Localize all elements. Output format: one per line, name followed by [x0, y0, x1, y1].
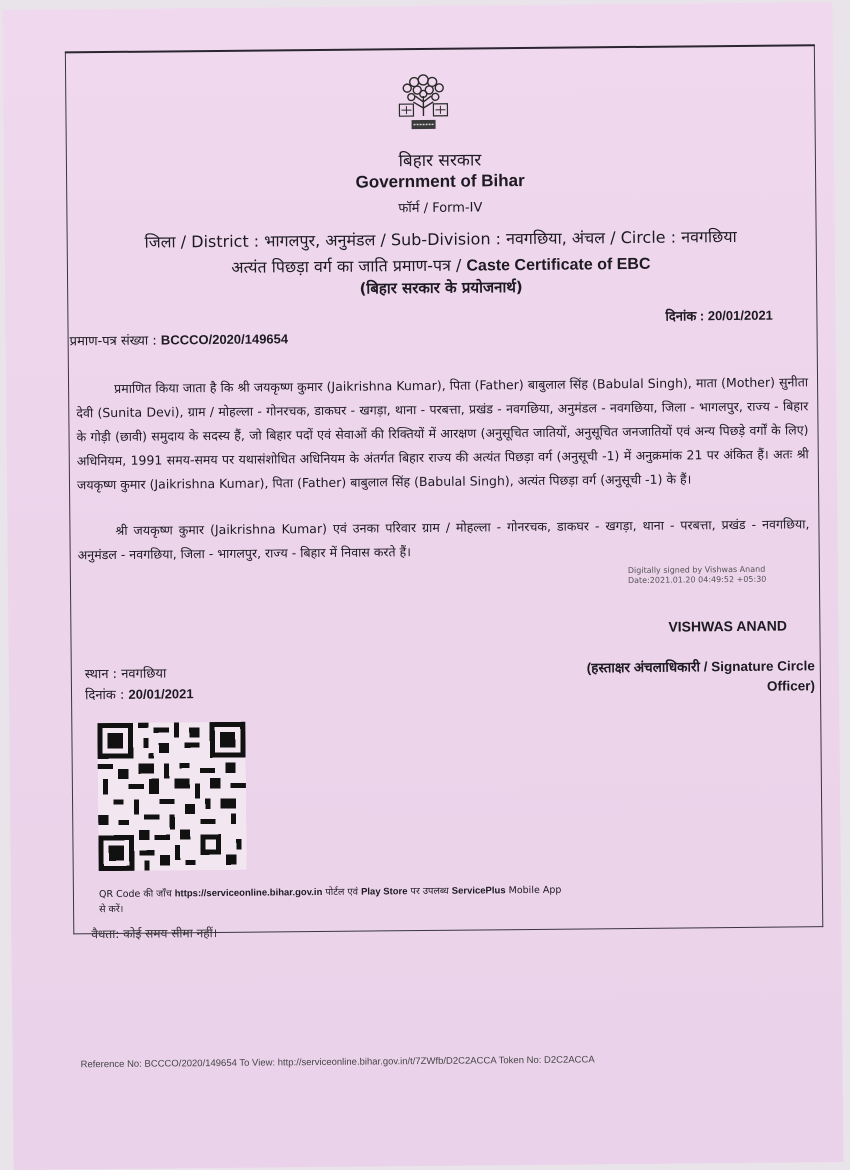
certificate-number-value: BCCCO/2020/149654 — [160, 331, 289, 348]
circle-value: नवगछिया — [681, 226, 737, 247]
certificate-page — [2, 2, 843, 1170]
issue-date-value: 20/01/2021 — [707, 307, 773, 324]
circle-label: , अंचल / Circle : — [561, 227, 682, 248]
issue-date — [665, 306, 773, 325]
signatory-title — [565, 656, 815, 698]
title-hindi: अत्यंत पिछड़ा वर्ग का जाति प्रमाण-पत्र / — [231, 255, 467, 277]
form-number: फॉर्म / Form-IV — [398, 200, 483, 217]
district-label: जिला / District : — [144, 231, 265, 252]
signatory-name: VISHWAS ANAND — [668, 617, 787, 635]
qr-note-url[interactable]: https://serviceonline.bihar.gov.in — [174, 886, 323, 900]
place-label: स्थान : — [84, 666, 122, 683]
subdivision-label: , अनुमंडल / Sub-Division : — [315, 229, 507, 251]
residence-paragraph: श्री जयकृष्ण कुमार (Jaikrishna Kumar) एवं उनका परिवार ग्राम / मोहल्ला - गोनरचक, डाकघर - खगड़ा, थाना - परबत्ता, प्रखंड - नवगछिया, अनुमंडल - नवगछिया, जिला - भागलपुर, राज्य - बिहार में निवास करते हैं। — [77, 516, 810, 563]
place-date-label: दिनांक : — [84, 687, 129, 704]
certificate-number-label: प्रमाण-पत्र संख्या : — [69, 333, 161, 350]
qr-note-text-2: पोर्टल एवं — [322, 886, 362, 898]
signatory-title-line1: (हस्ताक्षर अंचलाधिकारी / Signature Circle — [586, 658, 815, 676]
certificate-number — [70, 329, 289, 349]
place-block — [85, 664, 194, 706]
validity-note: वैधता: कोई समय सीमा नहीं। — [91, 925, 218, 942]
qr-note-store: Play Store — [360, 886, 408, 898]
bihar-emblem-icon — [387, 66, 460, 137]
digital-signature-line1: Digitally signed by Vishwas Anand — [627, 564, 766, 576]
qr-note-text-3: पर उपलब्ध — [407, 885, 452, 898]
digital-signature-stamp — [628, 565, 767, 586]
title-english: Caste Certificate of EBC — [466, 255, 651, 275]
certification-paragraph: प्रमाणित किया जाता है कि श्री जयकृष्ण कुमार (Jaikrishna Kumar), पिता (Father) बाबुलाल सिंह (Babulal Singh), माता (Mother) सुनीता देवी (Sunita Devi), ग्राम / मोहल्ला - गोनरचक, डाकघर - खगड़ा, थाना - परबत्ता, प्रखंड - नवगछिया, अनुमंडल - नवगछिया, जिला - भागलपुर, राज्य - बिहार के गोड़ी (छावी) समुदाय के सदस्य हैं, जो बिहार पदों एवं सेवाओं की रिक्तियों में आरक्षण (अनुसूचित जातियों, अनुसूचित जनजातियों एवं अन्य पिछड़े वर्गों के लिए) अधिनियम, 1991 समय-समय पर यथासंशोधित अधिनियम के अंतर्गत बिहार राज्य की अत्यंत पिछड़ा वर्ग (अनुसूची -1) में अनुक्रमांक 21 पर अंकित हैं। अतः श्री जयकृष्ण कुमार (Jaikrishna Kumar), पिता (Father) बाबुलाल सिंह (Babulal Singh), अत्यंत पिछड़ा वर्ग (अनुसूची -1) के हैं। — [76, 374, 809, 493]
purpose-line: (बिहार सरकार के प्रयोजनार्थ) — [359, 278, 523, 298]
signatory-title-line2: Officer) — [766, 678, 816, 694]
qr-code[interactable] — [97, 722, 246, 871]
qr-verification-note — [99, 883, 569, 918]
govt-hindi: बिहार सरकार — [398, 150, 482, 172]
subdivision-value: नवगछिया — [506, 228, 562, 249]
govt-english: Government of Bihar — [355, 171, 525, 192]
place-date-value: 20/01/2021 — [128, 686, 194, 702]
issue-date-label: दिनांक : — [665, 308, 708, 324]
district-value: भागलपुर — [264, 231, 316, 251]
place-value: नवगछिया — [121, 666, 167, 682]
qr-note-app: ServicePlus — [451, 885, 506, 897]
qr-note-text-4: Mobile App से करें। — [99, 884, 562, 916]
reference-footer: Reference No: BCCCO/2020/149654 To View: http://serviceonline.bihar.gov.in/t/7ZWfb/D2C2ACCA Token No: D2C2ACCA — [80, 1054, 595, 1071]
qr-note-text-1: QR Code की जाँच — [98, 888, 175, 901]
digital-signature-line2: Date:2021.01.20 04:49:52 +05:30 — [627, 574, 767, 586]
